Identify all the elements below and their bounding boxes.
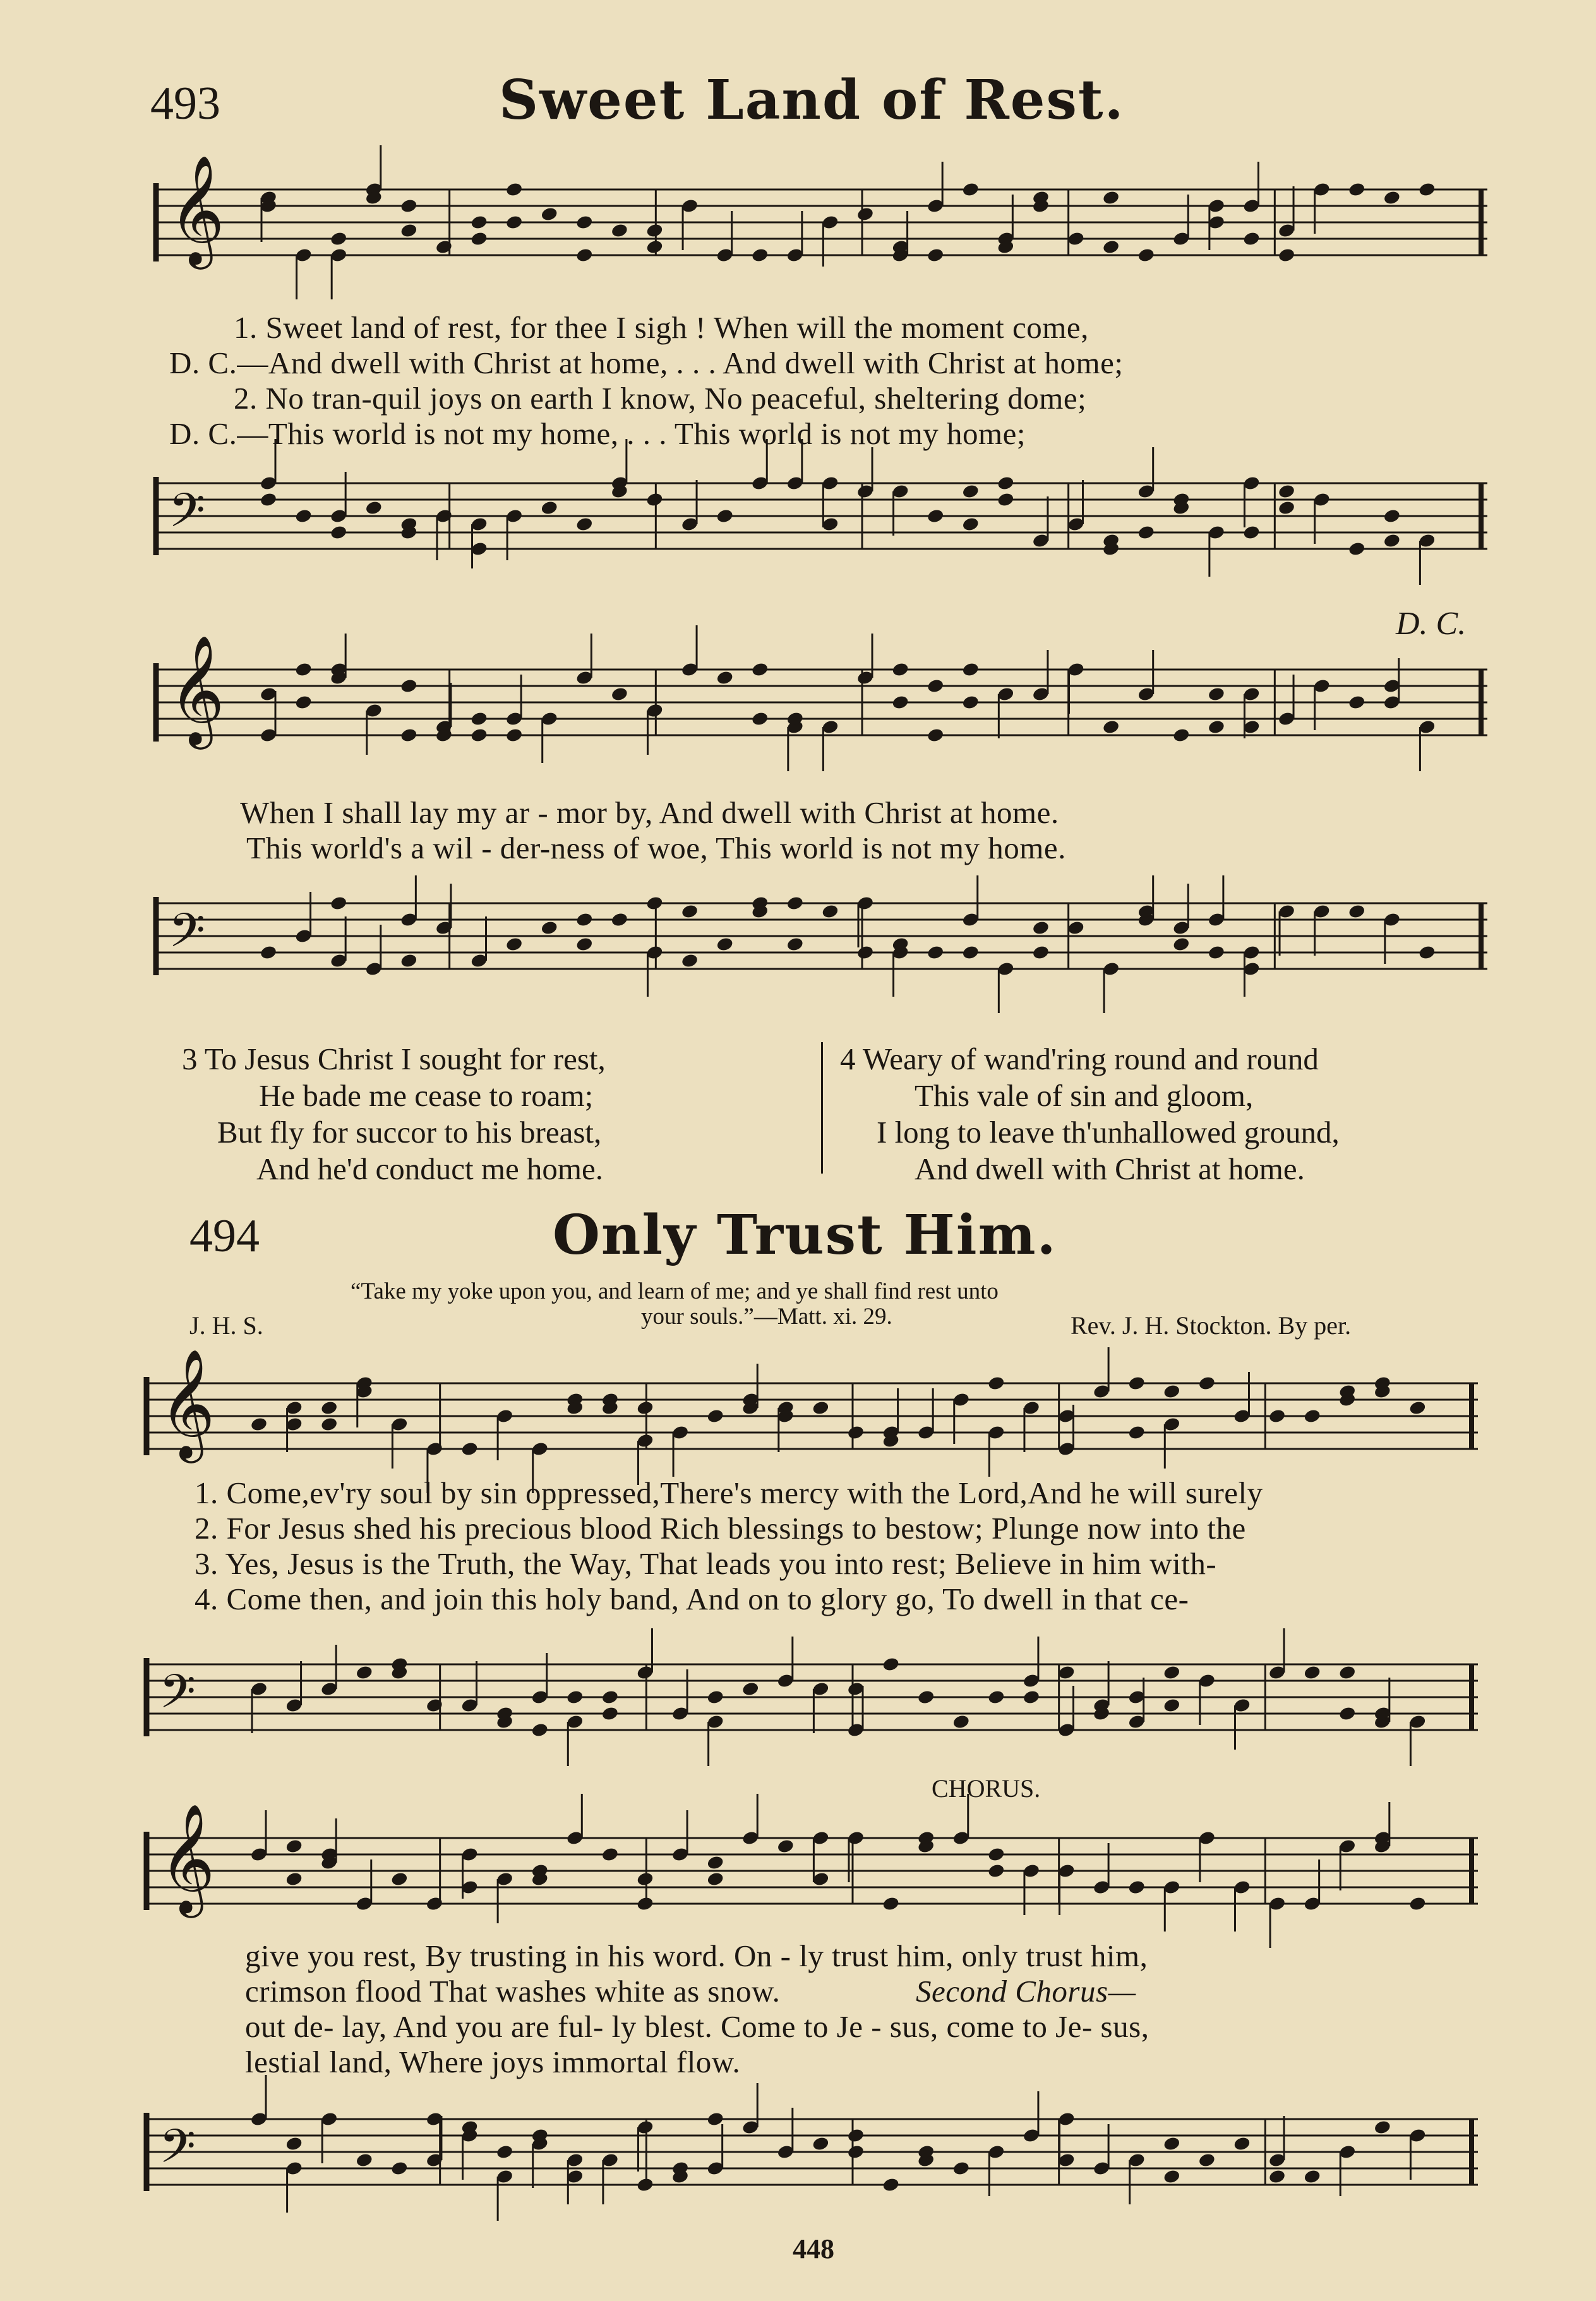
note-head — [786, 895, 804, 911]
note-head — [812, 2136, 830, 2151]
lyric-line: lestial land, Where joys immortal flow. — [245, 2045, 741, 2079]
note-head — [390, 1871, 409, 1887]
lyric-line: When I shall lay my ar - mor by, And dwell with Christ at home. — [240, 795, 1059, 830]
note-head — [1163, 2168, 1181, 2184]
note-head — [987, 1689, 1005, 1705]
note-head — [751, 661, 769, 677]
note-head — [706, 1854, 724, 1870]
staff-494-s2-treble — [145, 1803, 1478, 1952]
staff-494-s2-bass — [145, 2088, 1478, 2233]
note-head — [1408, 1895, 1427, 1911]
note-head — [927, 944, 945, 960]
note-head — [1303, 2168, 1321, 2184]
note-head — [294, 661, 313, 677]
hymn-493-title: Sweet Land of Rest. — [499, 68, 1125, 132]
verse-line: And he'd conduct me home. — [256, 1151, 604, 1186]
note-head — [470, 231, 488, 246]
bass-clef-icon: 𝄢 — [169, 483, 205, 550]
verse-divider — [821, 1042, 823, 1174]
note-head — [716, 936, 734, 952]
note-head — [961, 694, 980, 710]
note-head — [390, 2160, 409, 2176]
epigraph-line: your souls.”—Matt. xi. 29. — [641, 1304, 892, 1330]
note-head — [611, 686, 629, 702]
note-head — [1137, 247, 1155, 263]
note-head — [1373, 2119, 1391, 2135]
staff-493-s2-treble — [155, 635, 1487, 790]
note-head — [776, 1838, 795, 1854]
note-head — [882, 1895, 900, 1911]
note-head — [1348, 181, 1366, 197]
note-head — [706, 1408, 724, 1424]
composer-credit: Rev. J. H. Stockton. By per. — [1071, 1311, 1352, 1340]
lyric-line: crimson flood That washes white as snow. — [245, 1974, 781, 2009]
staff-493-s1-bass — [155, 452, 1487, 603]
note-head — [470, 711, 488, 726]
note-head — [1127, 1375, 1146, 1391]
verse-line: 4 Weary of wand'ring round and round — [840, 1042, 1319, 1076]
note-head — [460, 1441, 479, 1457]
chorus-label: CHORUS. — [932, 1774, 1041, 1803]
note-head — [1198, 2152, 1216, 2168]
note-head — [575, 911, 594, 927]
staff-493-s2-bass — [155, 872, 1487, 1023]
note-head — [1338, 1664, 1357, 1680]
note-head — [1233, 2136, 1251, 2151]
verse-line: 3 To Jesus Christ I sought for rest, — [182, 1042, 606, 1076]
note-head — [355, 1664, 373, 1680]
treble-clef-icon: 𝄞 — [159, 1803, 215, 1914]
note-head — [1303, 1664, 1321, 1680]
bass-clef-icon: 𝄢 — [159, 1664, 196, 1731]
lyric-line: 1. Come,ev'ry soul by sin oppressed,There's mercy with the Lord,And he will surely — [195, 1475, 1263, 1510]
note-head — [1383, 532, 1401, 548]
verse-line: This vale of sin and gloom, — [915, 1078, 1254, 1113]
note-head — [961, 516, 980, 532]
note-head — [601, 1689, 620, 1705]
verse-3 — [182, 1041, 606, 1187]
note-head — [927, 727, 945, 743]
note-head — [320, 1400, 339, 1415]
lyric-line: D. C.—This world is not my home, . . . This world is not my home; — [169, 416, 1026, 451]
note-head — [364, 500, 383, 515]
bass-clef-icon: 𝄢 — [159, 2119, 196, 2186]
page-number: 448 — [793, 2233, 834, 2264]
lyric-line: 2. No tran-quil joys on earth I know, No peaceful, sheltering dome; — [234, 381, 1087, 416]
note-head — [891, 694, 909, 710]
note-head — [821, 903, 839, 919]
note-head — [1383, 189, 1401, 205]
note-head — [1348, 541, 1366, 556]
lyric-line: 3. Yes, Jesus is the Truth, the Way, That leads you into rest; Believe in him with- — [195, 1546, 1217, 1581]
note-head — [400, 678, 418, 694]
treble-clef-icon: 𝄞 — [169, 635, 225, 745]
treble-clef-icon: 𝄞 — [169, 155, 225, 265]
note-head — [505, 936, 524, 952]
note-head — [961, 181, 980, 197]
second-chorus-label: Second Chorus— — [916, 1974, 1136, 2009]
note-head — [716, 670, 734, 685]
lyric-line: This world's a wil - der-ness of woe, This world is not my home. — [246, 831, 1066, 865]
hymn-494-title: Only Trust Him. — [553, 1203, 1057, 1267]
note-head — [645, 239, 664, 255]
note-head — [1418, 944, 1436, 960]
note-head — [1408, 1400, 1427, 1415]
note-head — [611, 222, 629, 238]
note-head — [882, 2177, 900, 2192]
note-head — [856, 206, 875, 222]
treble-clef-icon: 𝄞 — [159, 1349, 215, 1459]
note-head — [882, 1656, 900, 1672]
note-head — [1348, 903, 1366, 919]
lyric-line: 1. Sweet land of rest, for thee I sigh ! When will the moment come, — [234, 310, 1089, 345]
note-head — [355, 2152, 373, 2168]
note-head — [294, 508, 313, 524]
note-head — [847, 2144, 865, 2160]
note-head — [400, 198, 418, 213]
note-head — [987, 1846, 1005, 1862]
staff-493-s1-treble — [155, 155, 1487, 309]
verse-line: I long to leave th'unhallowed ground, — [877, 1115, 1340, 1150]
lyric-line: give you rest, By trusting in his word. On - ly trust him, only trust him, — [245, 1938, 1148, 1973]
lyric-line: D. C.—And dwell with Christ at home, . . . And dwell with Christ at home; — [169, 345, 1124, 380]
note-head — [1102, 189, 1120, 205]
verse-4 — [840, 1041, 1340, 1187]
staff-494-s1-bass — [145, 1633, 1478, 1772]
note-head — [1418, 181, 1436, 197]
note-head — [636, 1871, 654, 1887]
note-head — [601, 1846, 620, 1862]
note-head — [575, 516, 594, 532]
verse-line: But fly for succor to his breast, — [217, 1115, 602, 1150]
author-credit: J. H. S. — [189, 1311, 263, 1340]
note-head — [952, 2160, 970, 2176]
bass-clef-icon: 𝄢 — [169, 903, 205, 970]
lyric-line: 4. Come then, and join this holy band, And on to glory go, To dwell in that ce- — [195, 1582, 1189, 1616]
note-head — [1067, 231, 1085, 246]
note-head — [1032, 944, 1050, 960]
note-head — [1172, 727, 1191, 743]
lyric-line: 2. For Jesus shed his precious blood Rich blessings to bestow; Plunge now into the — [195, 1511, 1246, 1546]
note-head — [1208, 719, 1226, 735]
note-head — [285, 1871, 303, 1887]
note-head — [250, 1416, 268, 1432]
note-head — [1278, 500, 1296, 515]
note-head — [751, 247, 769, 263]
note-head — [812, 1400, 830, 1415]
hymn-494-number: 494 — [189, 1210, 260, 1262]
dc-label: D. C. — [1396, 606, 1467, 642]
note-head — [575, 214, 594, 230]
note-head — [1067, 920, 1085, 935]
note-head — [997, 491, 1015, 507]
note-head — [1348, 694, 1366, 710]
note-head — [847, 1424, 865, 1440]
note-head — [645, 491, 664, 507]
note-head — [505, 214, 524, 230]
epigraph-line: “Take my yoke upon you, and learn of me; and ye shall find rest unto — [351, 1278, 999, 1304]
note-head — [681, 903, 699, 919]
hymn-493-number: 493 — [150, 78, 220, 129]
verse-line: And dwell with Christ at home. — [915, 1151, 1305, 1186]
note-head — [1102, 719, 1120, 735]
lyric-line: out de- lay, And you are ful- ly blest. Come to Je - sus, come to Je- sus, — [245, 2009, 1149, 2044]
verse-line: He bade me cease to roam; — [259, 1078, 594, 1113]
note-head — [260, 944, 278, 960]
note-head — [1163, 1664, 1181, 1680]
note-head — [540, 206, 558, 222]
note-head — [1198, 1375, 1216, 1391]
note-head — [540, 920, 558, 935]
note-head — [1303, 1408, 1321, 1424]
note-head — [1268, 1408, 1287, 1424]
